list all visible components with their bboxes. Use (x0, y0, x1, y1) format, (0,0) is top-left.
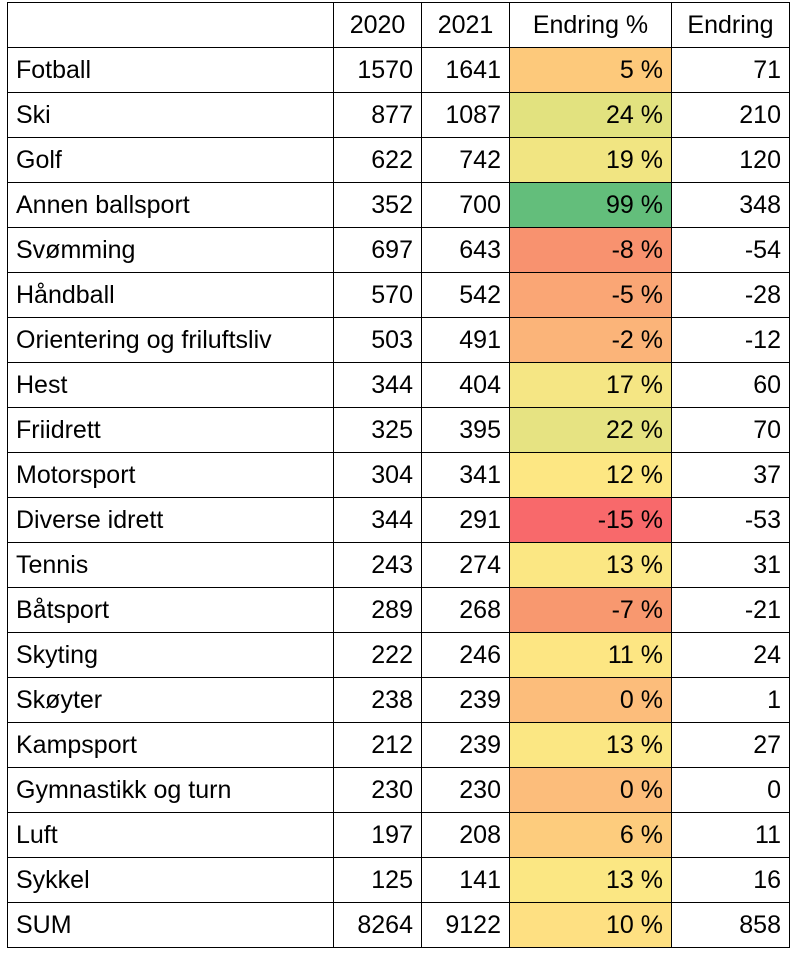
change-percent-cell: 24 % (510, 93, 672, 138)
change-percent-cell: 0 % (510, 768, 672, 813)
table-row (8, 723, 790, 768)
value-2021-cell: 268 (422, 588, 510, 633)
value-2020-cell: 197 (334, 813, 422, 858)
value-2021-cell: 542 (422, 273, 510, 318)
header-cell-change-percent: Endring % (510, 3, 672, 48)
header-row (8, 3, 790, 48)
value-2020-cell: 8264 (334, 903, 422, 948)
value-2020-cell: 570 (334, 273, 422, 318)
sport-name-cell: Håndball (8, 273, 334, 318)
value-2021-cell: 395 (422, 408, 510, 453)
value-2020-cell: 289 (334, 588, 422, 633)
sport-name-cell: Kampsport (8, 723, 334, 768)
change-percent-cell: -5 % (510, 273, 672, 318)
change-cell: -28 (672, 273, 790, 318)
sport-name-cell: Golf (8, 138, 334, 183)
value-2021-cell: 1641 (422, 48, 510, 93)
change-cell: 348 (672, 183, 790, 228)
change-cell: 210 (672, 93, 790, 138)
sport-name-cell: Annen ballsport (8, 183, 334, 228)
sport-name-cell: Gymnastikk og turn (8, 768, 334, 813)
value-2020-cell: 344 (334, 363, 422, 408)
table-row (8, 93, 790, 138)
change-cell: 11 (672, 813, 790, 858)
value-2020-cell: 697 (334, 228, 422, 273)
value-2020-cell: 352 (334, 183, 422, 228)
change-percent-cell: 13 % (510, 543, 672, 588)
header-cell-change: Endring (672, 3, 790, 48)
sports-table (7, 2, 790, 948)
change-cell: 0 (672, 768, 790, 813)
sport-name-cell: Svømming (8, 228, 334, 273)
change-cell: 858 (672, 903, 790, 948)
value-2020-cell: 325 (334, 408, 422, 453)
table-row (8, 408, 790, 453)
value-2021-cell: 9122 (422, 903, 510, 948)
value-2020-cell: 877 (334, 93, 422, 138)
value-2021-cell: 141 (422, 858, 510, 903)
change-cell: -21 (672, 588, 790, 633)
table-row (8, 588, 790, 633)
value-2021-cell: 341 (422, 453, 510, 498)
change-cell: -54 (672, 228, 790, 273)
value-2020-cell: 1570 (334, 48, 422, 93)
table-row (8, 633, 790, 678)
change-percent-cell: 10 % (510, 903, 672, 948)
table-row (8, 858, 790, 903)
table-row (8, 768, 790, 813)
sport-name-cell: Båtsport (8, 588, 334, 633)
value-2021-cell: 230 (422, 768, 510, 813)
change-percent-cell: 6 % (510, 813, 672, 858)
header-cell-empty (8, 3, 334, 48)
table-row (8, 273, 790, 318)
sport-name-cell: Ski (8, 93, 334, 138)
sport-name-cell: Hest (8, 363, 334, 408)
sport-name-cell: Luft (8, 813, 334, 858)
change-percent-cell: -2 % (510, 318, 672, 363)
value-2021-cell: 643 (422, 228, 510, 273)
sport-name-cell: Motorsport (8, 453, 334, 498)
value-2021-cell: 1087 (422, 93, 510, 138)
value-2020-cell: 230 (334, 768, 422, 813)
table-row (8, 543, 790, 588)
table-row (8, 318, 790, 363)
change-percent-cell: 99 % (510, 183, 672, 228)
table-row (8, 678, 790, 723)
change-percent-cell: 13 % (510, 723, 672, 768)
change-percent-cell: 22 % (510, 408, 672, 453)
table-row (8, 48, 790, 93)
value-2021-cell: 700 (422, 183, 510, 228)
value-2020-cell: 344 (334, 498, 422, 543)
value-2021-cell: 491 (422, 318, 510, 363)
change-cell: 70 (672, 408, 790, 453)
value-2021-cell: 742 (422, 138, 510, 183)
value-2020-cell: 212 (334, 723, 422, 768)
value-2020-cell: 622 (334, 138, 422, 183)
table-body (8, 3, 790, 948)
value-2020-cell: 238 (334, 678, 422, 723)
value-2021-cell: 274 (422, 543, 510, 588)
table-row (8, 498, 790, 543)
change-percent-cell: 5 % (510, 48, 672, 93)
sport-name-cell: Skyting (8, 633, 334, 678)
change-percent-cell: 0 % (510, 678, 672, 723)
change-cell: 16 (672, 858, 790, 903)
change-cell: 24 (672, 633, 790, 678)
change-percent-cell: -8 % (510, 228, 672, 273)
change-percent-cell: 19 % (510, 138, 672, 183)
change-cell: -12 (672, 318, 790, 363)
table-row (8, 183, 790, 228)
sport-name-cell: Skøyter (8, 678, 334, 723)
sport-name-cell: Fotball (8, 48, 334, 93)
value-2020-cell: 503 (334, 318, 422, 363)
sport-name-cell: Sykkel (8, 858, 334, 903)
value-2021-cell: 239 (422, 723, 510, 768)
change-cell: 71 (672, 48, 790, 93)
sum-row (8, 903, 790, 948)
value-2021-cell: 208 (422, 813, 510, 858)
value-2021-cell: 291 (422, 498, 510, 543)
value-2020-cell: 243 (334, 543, 422, 588)
table-row (8, 363, 790, 408)
change-percent-cell: -15 % (510, 498, 672, 543)
value-2021-cell: 404 (422, 363, 510, 408)
header-cell-2020: 2020 (334, 3, 422, 48)
change-cell: 37 (672, 453, 790, 498)
header-cell-2021: 2021 (422, 3, 510, 48)
change-cell: 60 (672, 363, 790, 408)
value-2021-cell: 239 (422, 678, 510, 723)
change-percent-cell: 13 % (510, 858, 672, 903)
value-2020-cell: 125 (334, 858, 422, 903)
change-percent-cell: -7 % (510, 588, 672, 633)
value-2020-cell: 304 (334, 453, 422, 498)
value-2021-cell: 246 (422, 633, 510, 678)
table-row (8, 453, 790, 498)
sport-name-cell: Tennis (8, 543, 334, 588)
sport-name-cell: Friidrett (8, 408, 334, 453)
change-percent-cell: 17 % (510, 363, 672, 408)
sport-name-cell: Diverse idrett (8, 498, 334, 543)
change-percent-cell: 11 % (510, 633, 672, 678)
change-cell: -53 (672, 498, 790, 543)
sport-name-cell: SUM (8, 903, 334, 948)
change-cell: 31 (672, 543, 790, 588)
sport-name-cell: Orientering og friluftsliv (8, 318, 334, 363)
table-row (8, 138, 790, 183)
table-row (8, 813, 790, 858)
value-2020-cell: 222 (334, 633, 422, 678)
change-cell: 1 (672, 678, 790, 723)
change-cell: 27 (672, 723, 790, 768)
change-cell: 120 (672, 138, 790, 183)
table-row (8, 228, 790, 273)
change-percent-cell: 12 % (510, 453, 672, 498)
